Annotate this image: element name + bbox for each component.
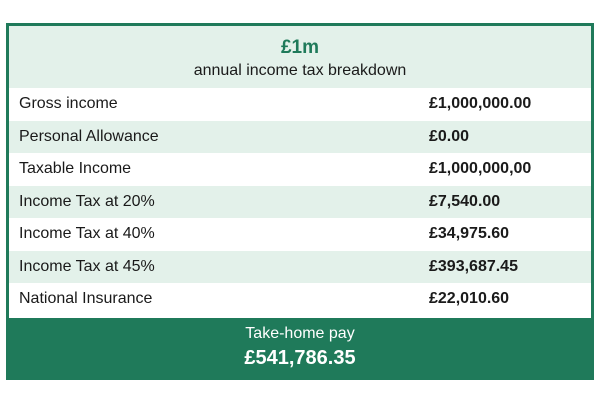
- row-label: Income Tax at 45%: [19, 257, 155, 275]
- take-home-amount: £541,786.35: [244, 347, 356, 369]
- table-row: [9, 186, 591, 219]
- row-label: Income Tax at 20%: [19, 192, 155, 210]
- row-value: £1,000,000.00: [429, 95, 532, 113]
- card-subtitle: annual income tax breakdown: [193, 62, 407, 79]
- row-label: Gross income: [19, 95, 118, 113]
- table-row: [9, 121, 591, 154]
- table-row: [9, 88, 591, 121]
- card-title: £1m: [280, 37, 320, 58]
- row-label: Taxable Income: [19, 160, 132, 178]
- table-row: [9, 283, 591, 316]
- breakdown-table: [9, 88, 591, 316]
- row-value: £0.00: [429, 127, 470, 145]
- card-header: [9, 26, 591, 88]
- row-value: £1,000,000,00: [429, 160, 532, 178]
- table-row: [9, 251, 591, 284]
- row-value: £22,010.60: [429, 290, 510, 308]
- row-label: Income Tax at 40%: [19, 225, 155, 243]
- take-home-footer: [9, 318, 591, 377]
- table-row: [9, 153, 591, 186]
- row-value: £34,975.60: [429, 225, 510, 243]
- row-label: National Insurance: [19, 290, 153, 308]
- table-row: [9, 218, 591, 251]
- row-value: £393,687.45: [429, 257, 518, 275]
- tax-breakdown-card: [6, 23, 594, 380]
- row-label: Personal Allowance: [19, 127, 159, 145]
- row-value: £7,540.00: [429, 192, 501, 210]
- take-home-label: Take-home pay: [245, 325, 355, 342]
